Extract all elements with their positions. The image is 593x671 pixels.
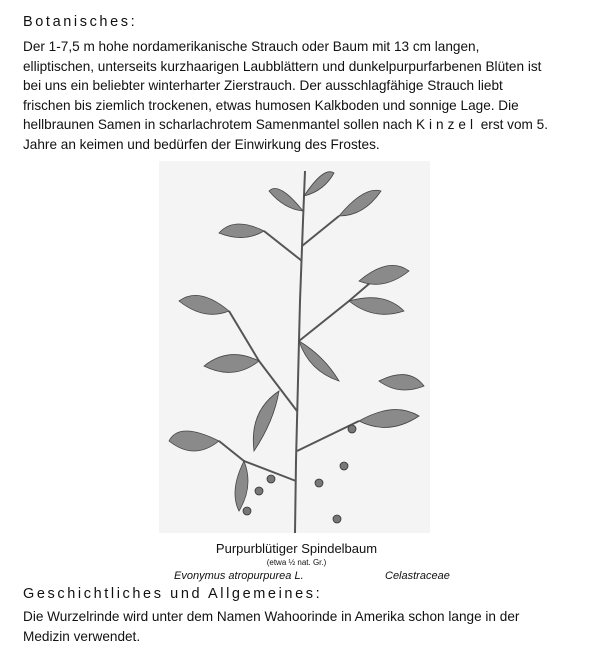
botanical-illustration — [159, 161, 430, 533]
paragraph-line: Der 1-7,5 m hohe nordamerikanische Strauch oder Baum mit 13 cm langen, — [23, 39, 480, 54]
botanisches-paragraph — [23, 37, 585, 155]
paragraph-line: Medizin verwendet. — [23, 628, 141, 644]
paragraph-line: Die Wurzelrinde wird unter dem Namen Wahoorinde in Amerika schon lange in der — [23, 609, 520, 624]
figure-caption-title: Purpurblütiger Spindelbaum — [215, 541, 378, 556]
paragraph-line — [23, 115, 585, 135]
section-heading-botanisches: Botanisches: — [23, 14, 138, 30]
line-text: erst vom 5. — [476, 117, 548, 133]
paragraph-line: Jahre an keimen und bedürfen der Einwirkung des Frostes. — [23, 136, 380, 152]
line-text: hellbraunen Samen in scharlachrotem Samenmantel sollen nach — [23, 117, 416, 133]
author-name-kinzel: Kinzel — [415, 117, 477, 133]
paragraph-line: frischen bis ziemlich trockenen, etwas humosen Kalkboden und sonnige Lage. Die — [23, 97, 519, 113]
geschichtliches-paragraph — [23, 607, 585, 646]
paragraph-line: bei uns ein beliebter winterharter Zierstrauch. Der ausschlagfähige Strauch liebt — [23, 78, 503, 94]
species-name: Evonymus atropurpurea L. — [174, 570, 304, 582]
plant-drawing — [159, 161, 430, 533]
figure-caption-scale: (etwa ½ nat. Gr.) — [266, 558, 327, 567]
section-heading-geschichtliches: Geschichtliches und Allgemeines: — [23, 586, 323, 602]
paragraph-line: elliptischen, unterseits kurzhaarigen Laubblättern und dunkelpurpurfarbenen Blüten ist — [23, 58, 542, 74]
family-name: Celastraceae — [385, 570, 450, 582]
